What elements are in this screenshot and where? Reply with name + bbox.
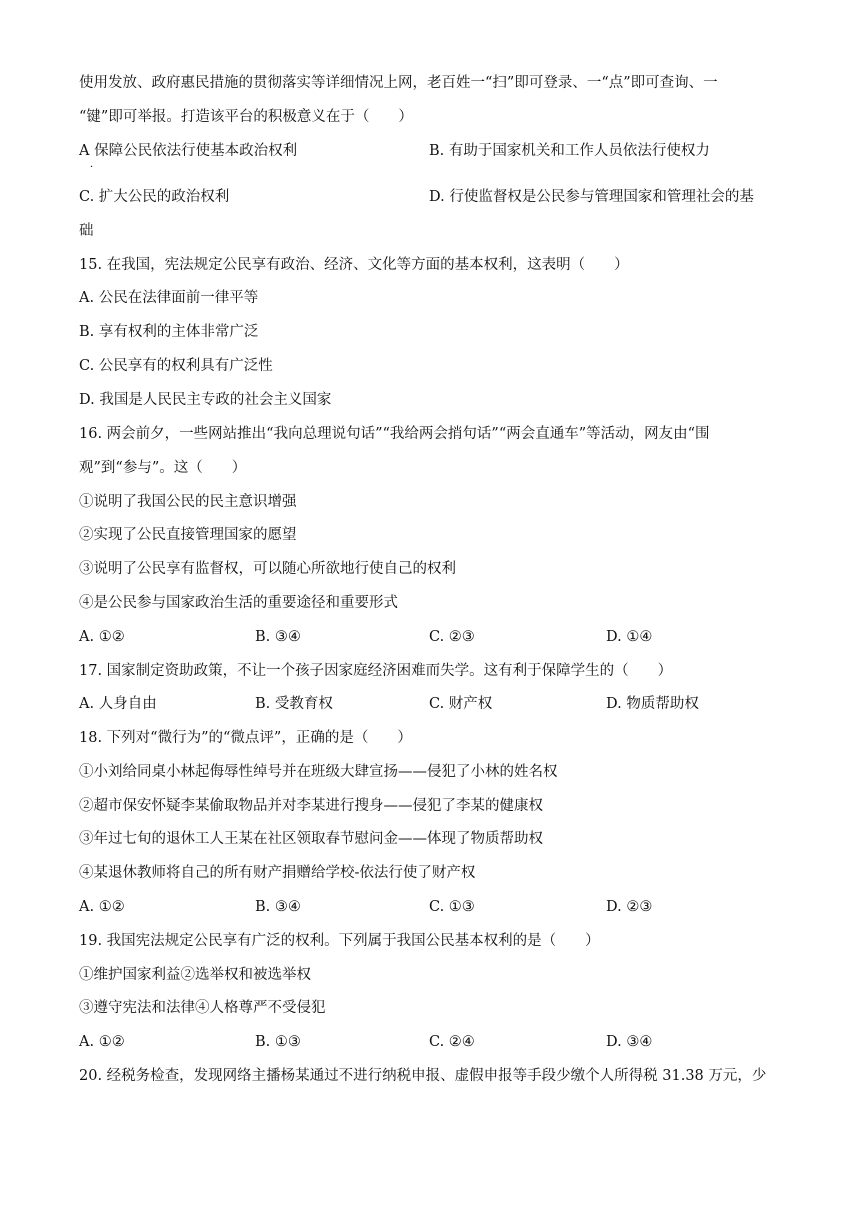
- q18-statement-3: ③年过七旬的退休工人王某在社区领取春节慰问金——体现了物质帮助权: [79, 831, 543, 847]
- q15-option-d: D. 我国是人民民主专政的社会主义国家: [79, 392, 332, 408]
- q15-stem: 15. 在我国，宪法规定公民享有政治、经济、文化等方面的基本权利，这表明（ ）: [79, 257, 629, 273]
- q16-stem-line1: 16. 两会前夕，一些网站推出“我向总理说句话”“我给两会捎句话”“两会直通车”等活动，网友由“围: [79, 426, 710, 442]
- q19-option-a: A. ①②: [79, 1034, 125, 1050]
- q18-statement-1: ①小刘给同桌小林起侮辱性绰号并在班级大肆宣扬——侵犯了小林的姓名权: [79, 764, 558, 780]
- q18-statement-4: ④某退休教师将自己的所有财产捐赠给学校-依法行使了财产权: [79, 865, 476, 881]
- q18-stem: 18. 下列对“微行为”的“微点评”，正确的是（ ）: [79, 730, 412, 746]
- q18-option-d: D. ②③: [606, 899, 653, 915]
- q19-stem: 19. 我国宪法规定公民享有广泛的权利。下列属于我国公民基本权利的是（ ）: [79, 933, 600, 949]
- q16-stem-line2: 观”到“参与”。这（ ）: [79, 460, 247, 476]
- q16-statement-2: ②实现了公民直接管理国家的愿望: [79, 527, 297, 543]
- q16-statement-1: ①说明了我国公民的民主意识增强: [79, 494, 297, 510]
- q17-stem: 17. 国家制定资助政策，不让一个孩子因家庭经济困难而失学。这有利于保障学生的（ ）: [79, 663, 673, 679]
- q19-option-b: B. ①③: [255, 1034, 301, 1050]
- q19-statement-2: ③遵守宪法和法律④人格尊严不受侵犯: [79, 1000, 326, 1016]
- q18-option-a: A. ①②: [79, 899, 125, 915]
- q14-option-a: A 保障公民依法行使基本政治权利: [79, 143, 298, 159]
- q16-option-c: C. ②③: [429, 629, 475, 645]
- q14-option-c: C. 扩大公民的政治权利: [79, 189, 230, 205]
- q14-stem-line2: “键”即可举报。打造该平台的积极意义在于（ ）: [79, 109, 413, 125]
- q16-statement-3: ③说明了公民享有监督权，可以随心所欲地行使自己的权利: [79, 561, 456, 577]
- q14-option-d-line2: 础: [79, 223, 94, 239]
- q19-option-c: C. ②④: [429, 1034, 475, 1050]
- q16-option-a: A. ①②: [79, 629, 125, 645]
- q17-option-c: C. 财产权: [429, 696, 493, 712]
- q19-option-d: D. ③④: [606, 1034, 653, 1050]
- q14-option-b: B. 有助于国家机关和工作人员依法行使权力: [429, 143, 710, 159]
- q14-stem-line1: 使用发放、政府惠民措施的贯彻落实等详细情况上网，老百姓一“扫”即可登录、一“点”即可查询、一: [79, 75, 718, 91]
- q18-option-c: C. ①③: [429, 899, 475, 915]
- q20-stem-line1: 20. 经税务检查，发现网络主播杨某通过不进行纳税申报、虚假申报等手段少缴个人所得税 31.38 万元，少: [79, 1068, 767, 1084]
- q17-option-b: B. 受教育权: [255, 696, 333, 712]
- q18-option-b: B. ③④: [255, 899, 301, 915]
- stray-dot-mark: ·: [90, 162, 94, 173]
- q16-statement-4: ④是公民参与国家政治生活的重要途径和重要形式: [79, 595, 398, 611]
- q18-statement-2: ②超市保安怀疑李某偷取物品并对李某进行搜身——侵犯了李某的健康权: [79, 798, 543, 814]
- q15-option-a: A. 公民在法律面前一律平等: [79, 290, 259, 306]
- q16-option-b: B. ③④: [255, 629, 301, 645]
- q15-option-c: C. 公民享有的权利具有广泛性: [79, 358, 273, 374]
- q15-option-b: B. 享有权利的主体非常广泛: [79, 324, 259, 340]
- q17-option-a: A. 人身自由: [79, 696, 157, 712]
- q17-option-d: D. 物质帮助权: [606, 696, 699, 712]
- q19-statement-1: ①维护国家利益②选举权和被选举权: [79, 967, 311, 983]
- q14-option-d-line1: D. 行使监督权是公民参与管理国家和管理社会的基: [429, 189, 754, 205]
- q16-option-d: D. ①④: [606, 629, 653, 645]
